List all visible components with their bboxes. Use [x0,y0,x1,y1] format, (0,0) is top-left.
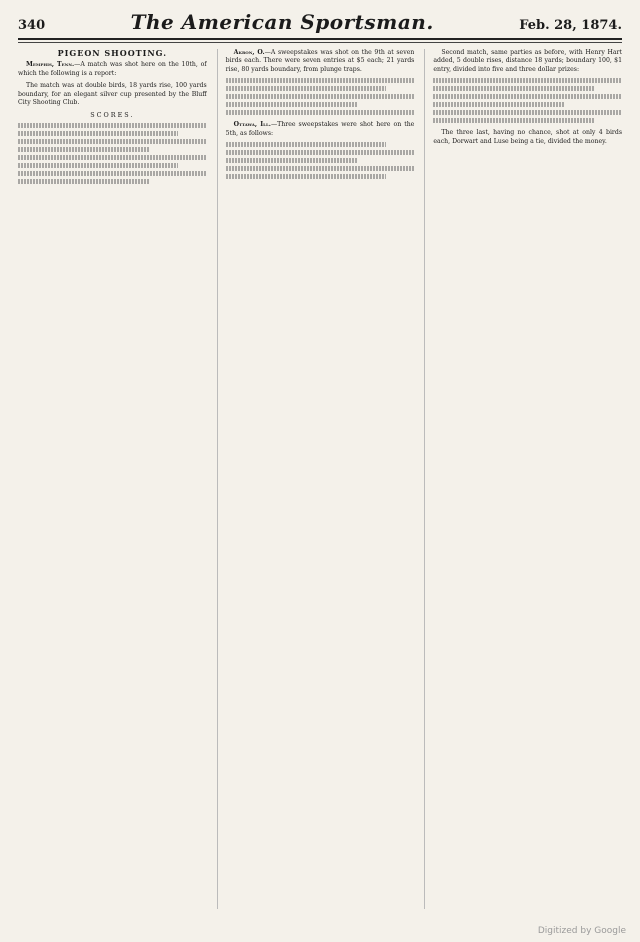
paragraph-text: —Three sweepstakes were shot here on the 5th, as follows: [225,121,415,137]
akron-report [226,49,415,74]
dateline: Akron, O. [233,49,265,56]
score-row [18,179,150,184]
digitization-watermark: Digitized by Google [537,926,626,936]
column-1 [18,49,207,909]
score-row [433,110,622,115]
score-row [433,86,593,91]
score-row [226,142,386,147]
score-row [433,94,622,99]
score-row [18,147,150,152]
column-2 [217,49,415,909]
paragraph-text: The match was at double birds, 18 yards rise, 100 yards boundary, for an elegant silver cup presented by the Bluff City Shooting Club. [18,82,207,107]
paragraph-text: —A sweepstakes was shot on the 9th at seven birds each. There were seven entries at $5 each; 21 yards rise, 80 yards boundary, from plunge traps. [225,49,415,73]
score-table-placeholder [433,78,622,123]
score-row [226,158,358,163]
paragraph-text: Second match, same parties as before, with Henry Hart added, 5 double rises, distance 18 yards; boundary 100, $1 entry, divided into five and three dollar prizes: [433,49,623,73]
masthead [18,10,622,40]
paragraph-text: The three last, having no chance, shot at only 4 birds each, Dorwart and Luse being a tie, divided the money. [433,129,623,145]
score-row [18,123,207,128]
score-row [18,131,178,136]
score-row [18,139,207,144]
dateline: Memphis, Tenn. [26,61,75,69]
score-row [226,86,386,91]
score-row [226,102,358,107]
score-row [226,94,415,99]
issue-date: Feb. 28, 1874. [519,18,622,33]
second-match-report [433,49,622,74]
score-row [433,118,593,123]
score-table-placeholder [226,78,415,115]
page-number: 340 [18,18,46,33]
score-row [226,78,415,83]
score-row [226,166,415,171]
column-3 [424,49,622,909]
ottawa-report [226,121,415,138]
scores-label: SCORES. [90,111,135,120]
score-row [433,78,622,83]
tie-report [433,129,622,146]
memphis-report-body [18,82,207,107]
pigeon-shooting-heading: PIGEON SHOOTING. [57,49,168,58]
dateline: Ottawa, Ill. [233,121,271,129]
score-row [18,171,207,176]
score-row [18,155,207,160]
masthead-rule [18,42,622,43]
memphis-report-intro [18,61,207,78]
score-row [226,110,415,115]
score-table-placeholder [226,142,415,179]
score-row [433,102,565,107]
score-table-placeholder [18,123,207,184]
score-row [226,174,386,179]
score-row [18,163,178,168]
score-row [226,150,415,155]
journal-title: The American Sportsman. [130,10,434,34]
paragraph-text: —A match was shot here on the 10th, of which the following is a report: [18,61,207,77]
text-columns [18,49,622,909]
